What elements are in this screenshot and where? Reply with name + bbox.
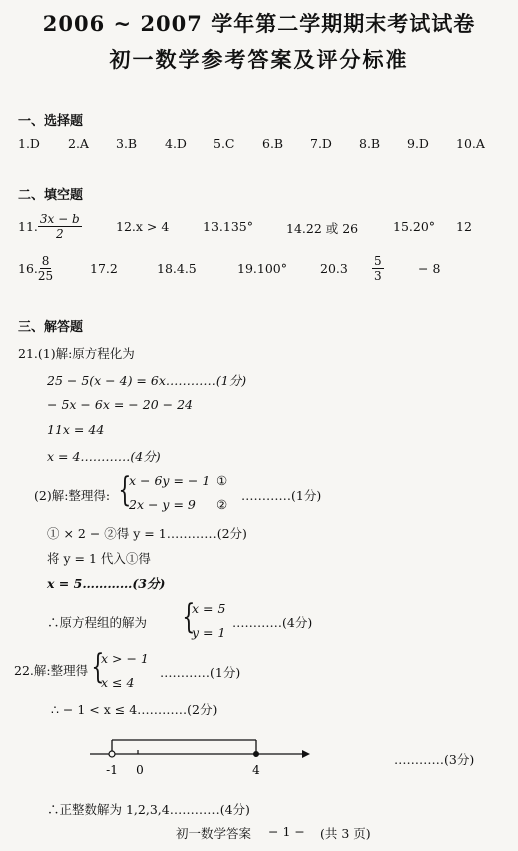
- answer-item: 2.A: [68, 136, 89, 151]
- q21-2-equation-2: 2x − y = 9: [129, 497, 196, 512]
- q21-2-intro: (2)解:整理得:: [34, 488, 111, 503]
- q22-score-3: …………(3分): [394, 752, 475, 767]
- q22-score-1: …………(1分): [160, 665, 241, 680]
- q16-denominator: 25: [37, 269, 54, 283]
- tick-label-four: 4: [252, 763, 260, 777]
- q20-numerator: 5: [374, 254, 382, 268]
- q21-2-score-4: …………(4分): [232, 615, 313, 630]
- q21-1-line1: 25 − 5(x − 4) = 6x…………(1分): [47, 373, 247, 388]
- footer-label: 初一数学答案: [176, 826, 252, 841]
- answer-item: 6.B: [262, 136, 284, 151]
- answer-item: 1.D: [18, 136, 40, 151]
- q11-numerator: 3x − b: [39, 212, 80, 226]
- section-heading-solve: 三、解答题: [18, 320, 84, 335]
- q21-2-score-1: …………(1分): [241, 488, 322, 503]
- answer-item: 10.A: [456, 136, 485, 151]
- page-subtitle: 初一数学参考答案及评分标准: [109, 47, 409, 72]
- q11-prefix: 11.: [18, 219, 38, 234]
- q22-intro: 22.解:整理得: [14, 663, 89, 678]
- answer-q17: 17.2: [90, 261, 118, 276]
- q22-line2: ∴ − 1 < x ≤ 4…………(2分): [51, 702, 218, 717]
- brace-symbol: {: [118, 470, 132, 510]
- q16-prefix: 16.: [18, 261, 38, 276]
- q21-1-intro: 21.(1)解:原方程化为: [18, 346, 135, 361]
- answer-q11: [18, 212, 82, 241]
- section-heading-fill: 二、填空题: [18, 188, 84, 203]
- equation-marker-1: ①: [216, 473, 228, 488]
- number-line-diagram: [90, 730, 310, 784]
- answer-q20-extra: − 8: [418, 261, 441, 276]
- answer-q20-fraction: [372, 254, 384, 283]
- answer-item: 3.B: [116, 136, 138, 151]
- q21-1-line2: − 5x − 6x = − 20 − 24: [47, 397, 193, 412]
- tick-label-zero: 0: [136, 763, 144, 777]
- q16-fraction: [38, 254, 53, 283]
- q21-1-line4: x = 4…………(4分): [47, 449, 161, 464]
- answer-q18: 18.4.5: [157, 261, 197, 276]
- q21-2-line2: ① × 2 − ②得 y = 1…………(2分): [47, 526, 247, 541]
- q20-fraction: [372, 254, 384, 283]
- answer-q16: [18, 254, 53, 283]
- answer-q12-extra: 12: [456, 219, 472, 234]
- answer-q13: 13.135°: [203, 219, 253, 234]
- page-number: − 1 −: [268, 824, 305, 839]
- q21-2-solution-y: y = 1: [192, 625, 226, 640]
- q21-2-solution-intro: ∴原方程组的解为: [47, 615, 148, 630]
- answer-item: 8.B: [359, 136, 381, 151]
- section-heading-choice: 一、选择题: [18, 114, 84, 129]
- answer-item: 4.D: [165, 136, 187, 151]
- equation-marker-2: ②: [216, 497, 228, 512]
- brace-symbol: {: [91, 647, 105, 687]
- page-title: 2006 ~ 2007 学年第二学期期末考试试卷: [42, 11, 476, 36]
- q21-2-line4: x = 5…………(3分): [47, 576, 166, 591]
- q11-denominator: 2: [55, 227, 64, 241]
- brace-symbol: {: [182, 597, 196, 637]
- answer-item: 5.C: [213, 136, 235, 151]
- q11-fraction: [38, 212, 82, 241]
- tick-label-minus-one: -1: [106, 763, 118, 777]
- answer-item: 9.D: [407, 136, 429, 151]
- q21-2-line3: 将 y = 1 代入①得: [47, 551, 151, 566]
- q21-1-line3: 11x = 44: [47, 422, 105, 437]
- q20-denominator: 3: [374, 269, 382, 283]
- q21-2-solution-x: x = 5: [192, 601, 226, 616]
- number-line-arrow: [302, 750, 310, 758]
- answer-q12: 12.x > 4: [116, 219, 170, 234]
- q16-numerator: 8: [41, 254, 50, 268]
- answer-item: 7.D: [310, 136, 332, 151]
- open-circle-minus-one: [109, 751, 115, 757]
- total-pages: (共 3 页): [320, 826, 371, 841]
- q22-inequality-2: x ≤ 4: [101, 675, 135, 690]
- closed-circle-four: [253, 751, 259, 757]
- q21-2-equation-1: x − 6y = − 1: [129, 473, 211, 488]
- q22-inequality-1: x > − 1: [101, 651, 149, 666]
- answer-q20: 20.3: [320, 261, 348, 276]
- q22-line4: ∴正整数解为 1,2,3,4…………(4分): [47, 802, 250, 817]
- answer-q19: 19.100°: [237, 261, 287, 276]
- answer-q14: 14.22 或 26: [286, 221, 359, 236]
- answer-q15: 15.20°: [393, 219, 436, 234]
